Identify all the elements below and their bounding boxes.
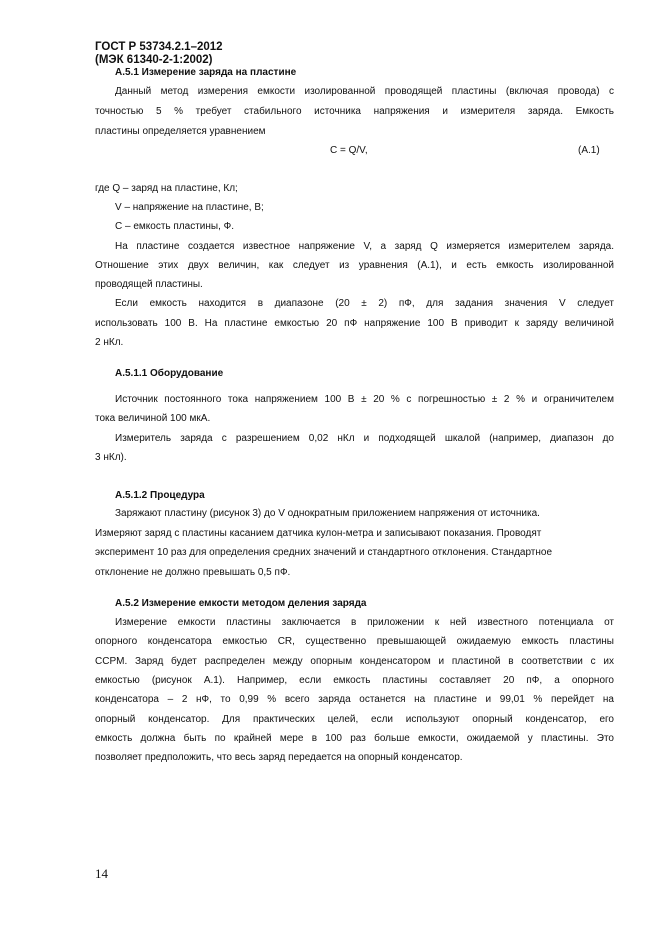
paragraph-line: 2 нКл. (95, 337, 124, 348)
where-clause-line: где Q – заряд на пластине, Кл; (95, 183, 238, 194)
paragraph-line: использовать 100 В. На пластине емкостью 20 пФ напряжение 100 В приводит к заряду величиной (95, 318, 614, 329)
paragraph-line: пластины определяется уравнением (95, 126, 266, 137)
paragraph-line: конденсатора – 2 нФ, то 0,99 % всего заряда останется на пластине и 99,01 % перейдет на (95, 694, 614, 705)
section-heading-a512: А.5.1.2 Процедура (115, 490, 205, 501)
paragraph-line: Измеритель заряда с разрешением 0,02 нКл и подходящей шкалой (например, диапазон до (115, 433, 614, 444)
paragraph-line: Данный метод измерения емкости изолированной проводящей пластины (включая провода) с (115, 86, 614, 97)
paragraph-line: емкость должна быть по крайней мере в 100 раз больше емкости, ожидаемой у пластины. Это (95, 733, 614, 744)
section-heading-a52: А.5.2 Измерение емкости методом деления заряда (115, 598, 367, 609)
paragraph-line: проводящей пластины. (95, 279, 203, 290)
paragraph-line: точностью 5 % требует стабильного источника напряжения и измерителя заряда. Емкость (95, 106, 614, 117)
paragraph-line: емкостью (рисунок А.1). Например, если емкость пластины составляет 20 пФ, а опорного (95, 675, 614, 686)
where-clause-line: V – напряжение на пластине, В; (115, 202, 264, 213)
paragraph-line: Измеряют заряд с пластины касанием датчика кулон-метра и записывают показания. Проводят (95, 528, 542, 539)
paragraph-line: Если емкость находится в диапазоне (20 ± 2) пФ, для задания значения V следует (115, 298, 614, 309)
paragraph-line: CCPM. Заряд будет распределен между опорным конденсатором и пластиной в соответствии с их (95, 656, 614, 667)
equation-number: (А.1) (578, 145, 600, 156)
paragraph-line: Источник постоянного тока напряжением 100 В ± 20 % с погрешностью ± 2 % и ограничителем (115, 394, 614, 405)
paragraph-line: На пластине создается известное напряжение V, а заряд Q измеряется измерителем заряда. (115, 241, 614, 252)
paragraph-line: Отношение этих двух величин, как следует из уравнения (А.1), и есть емкость изолированной (95, 260, 614, 271)
paragraph-line: опорный конденсатор. Для практических целей, если используют опорный конденсатор, его (95, 714, 614, 725)
paragraph-line: отклонение не должно превышать 0,5 пФ. (95, 567, 291, 578)
paragraph-line: позволяет предположить, что весь заряд передается на опорный конденсатор. (95, 752, 463, 763)
paragraph-line: эксперимент 10 раз для определения средних значений и стандартного отклонения. Стандартное (95, 547, 553, 558)
paragraph-line: Заряжают пластину (рисунок 3) до V однократным приложением напряжения от источника. (115, 508, 540, 519)
section-heading-a511: А.5.1.1 Оборудование (115, 368, 224, 379)
equation: C = Q/V, (330, 145, 368, 156)
where-clause-line: C – емкость пластины, Ф. (115, 221, 235, 232)
paragraph-line: опорного конденсатора емкостью CR, существенно превышающей ожидаемую емкость пластины (95, 636, 614, 647)
page-number: 14 (95, 866, 108, 881)
paragraph-line: Измерение емкости пластины заключается в приложении к ней известного потенциала от (115, 617, 614, 628)
paragraph-line: тока величиной 100 мкА. (95, 413, 211, 424)
section-heading-a51: А.5.1 Измерение заряда на пластине (115, 67, 297, 78)
paragraph-line: 3 нКл). (95, 452, 127, 463)
iec-designation: (МЭК 61340-2-1:2002) (95, 54, 213, 66)
standard-designation: ГОСТ Р 53734.2.1–2012 (95, 41, 223, 53)
